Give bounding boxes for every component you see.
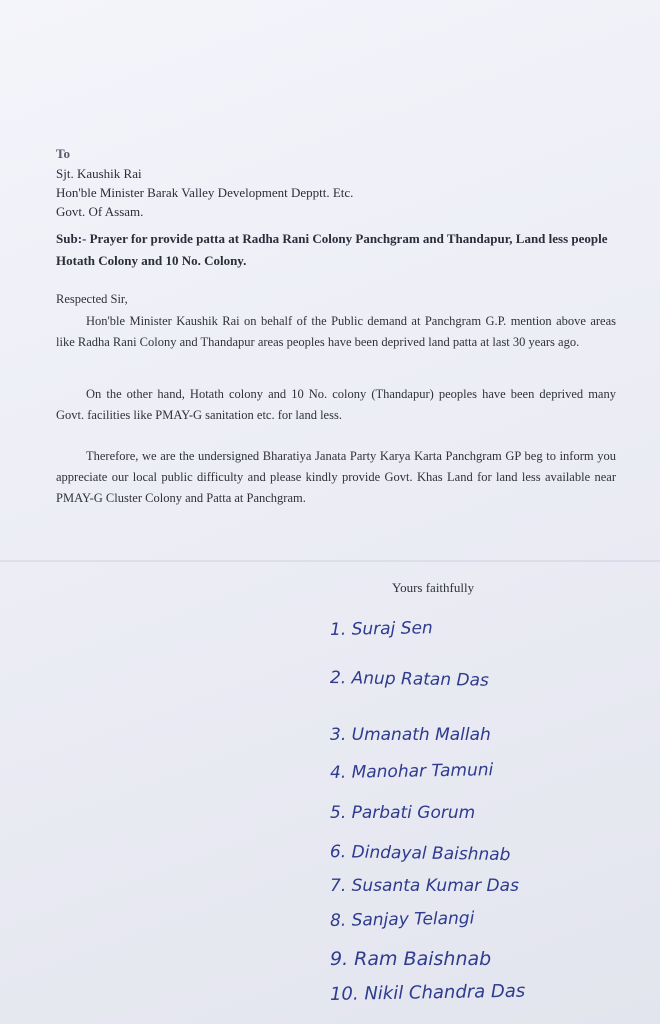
subject-line: Sub:- Prayer for provide patta at Radha Rani Colony Panchgram and Thandapur, Land less people Hotath Colony and 10 No. Colony.: [56, 231, 608, 268]
signature-2: 2. Anup Ratan Das: [329, 668, 490, 691]
to-label: To: [56, 146, 70, 161]
paper-fold-line: [0, 560, 660, 562]
signature-7: 7. Susanta Kumar Das: [330, 876, 519, 896]
signature-8: 8. Sanjay Telangi: [329, 908, 475, 931]
body-paragraph-1: Hon'ble Minister Kaushik Rai on behalf of the Public demand at Panchgram G.P. mention above areas like Radha Rani Colony and Thandapur areas peoples have been deprived land patta at last 30 years ago.: [56, 314, 616, 349]
body-paragraph-2: On the other hand, Hotath colony and 10 No. colony (Thandapur) peoples have been deprived many Govt. facilities like PMAY-G sanitation etc. for land less.: [56, 387, 616, 422]
signature-5: 5. Parbati Gorum: [330, 803, 476, 823]
signature-4: 4. Manohar Tamuni: [329, 760, 494, 783]
closing-text: Yours faithfully: [392, 580, 475, 595]
signature-9: 9. Ram Baishnab: [330, 948, 492, 970]
signature-3: 3. Umanath Mallah: [330, 725, 491, 745]
addressee-designation: Hon'ble Minister Barak Valley Development Depptt. Etc.: [56, 185, 354, 200]
signature-10: 10. Nikil Chandra Das: [329, 980, 526, 1005]
addressee-office: Govt. Of Assam.: [56, 204, 144, 219]
addressee-name: Sjt. Kaushik Rai: [56, 166, 142, 181]
signature-1: 1. Suraj Sen: [329, 618, 433, 640]
signature-6: 6. Dindayal Baishnab: [329, 842, 511, 866]
body-paragraph-3: Therefore, we are the undersigned Bharatiya Janata Party Karya Karta Panchgram GP beg to inform you appreciate our local public difficulty and please kindly provide Govt. Khas Land for land less available near PMAY-G Cluster Colony and Patta at Panchgram.: [56, 449, 616, 505]
salutation: Respected Sir,: [56, 292, 128, 306]
